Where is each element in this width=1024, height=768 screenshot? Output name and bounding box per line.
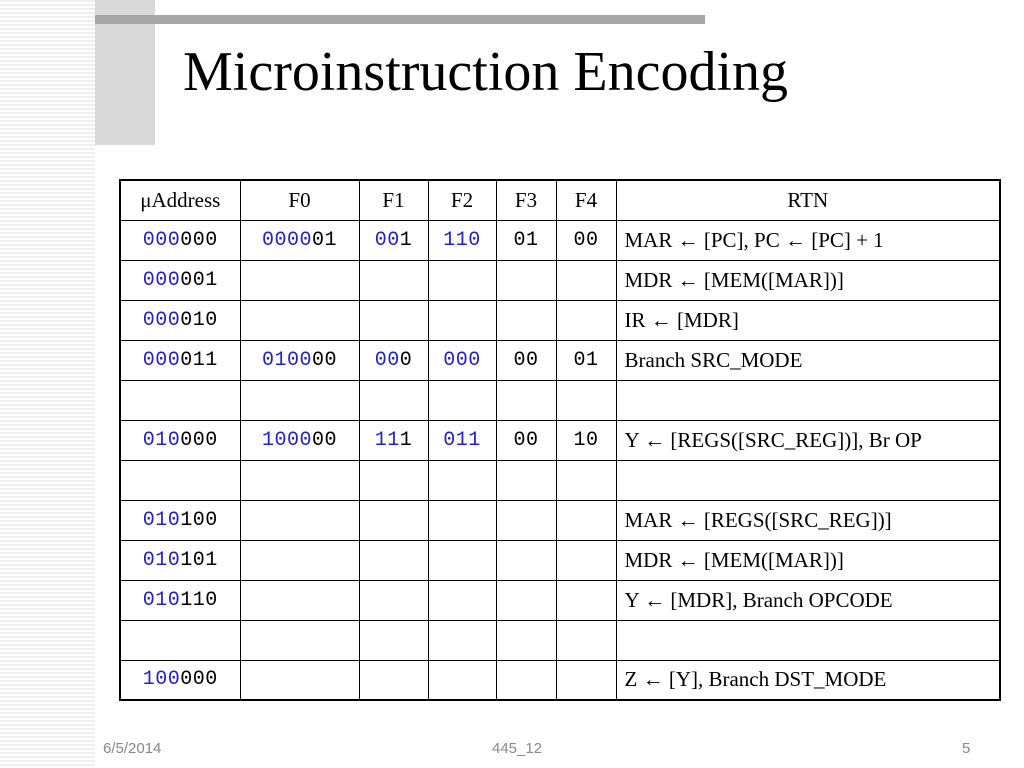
table-row xyxy=(120,660,1000,700)
header-f4: F4 xyxy=(556,180,616,220)
cell-uaddress xyxy=(120,540,240,580)
cell-rtn: IR ← [MDR] xyxy=(616,300,1000,340)
cell-f4 xyxy=(556,500,616,540)
highlighted-bits: 010 xyxy=(142,588,181,612)
cell-f4 xyxy=(556,300,616,340)
cell-f2 xyxy=(428,660,496,700)
table-row xyxy=(120,620,1000,660)
cell-f0 xyxy=(240,260,359,300)
table-row xyxy=(120,460,1000,500)
cell-f2 xyxy=(428,260,496,300)
highlighted-bits: 000 xyxy=(142,308,181,332)
highlighted-bits: 00 xyxy=(374,348,400,372)
cell-f0 xyxy=(240,380,359,420)
cell-f3 xyxy=(496,660,556,700)
cell-f1 xyxy=(359,620,428,660)
cell-uaddress xyxy=(120,420,240,460)
cell-f3 xyxy=(496,300,556,340)
cell-f4 xyxy=(556,540,616,580)
cell-f3 xyxy=(496,380,556,420)
cell-rtn: MDR ← [MEM([MAR])] xyxy=(616,540,1000,580)
cell-f1 xyxy=(359,540,428,580)
cell-uaddress xyxy=(120,300,240,340)
plain-bits: 01 xyxy=(513,228,539,252)
cell-f3 xyxy=(496,460,556,500)
cell-f4 xyxy=(556,340,616,380)
table-row xyxy=(120,340,1000,380)
cell-uaddress xyxy=(120,220,240,260)
table-row xyxy=(120,420,1000,460)
cell-f1 xyxy=(359,580,428,620)
plain-bits: 00 xyxy=(312,348,338,372)
highlighted-bits: 010 xyxy=(142,508,181,532)
cell-f4 xyxy=(556,660,616,700)
plain-bits: 00 xyxy=(312,428,338,452)
table-row xyxy=(120,580,1000,620)
decorative-rule xyxy=(95,15,705,24)
footer-code: 445_12 xyxy=(492,740,543,757)
cell-f0 xyxy=(240,580,359,620)
cell-f2 xyxy=(428,340,496,380)
cell-f3 xyxy=(496,260,556,300)
decorative-stripes xyxy=(0,0,95,768)
highlighted-bits: 000 xyxy=(142,228,181,252)
cell-f0 xyxy=(240,420,359,460)
cell-f1 xyxy=(359,260,428,300)
plain-bits: 110 xyxy=(180,588,218,612)
cell-f2 xyxy=(428,620,496,660)
cell-f3 xyxy=(496,580,556,620)
cell-f1 xyxy=(359,300,428,340)
cell-f0 xyxy=(240,340,359,380)
table-row xyxy=(120,300,1000,340)
plain-bits: 00 xyxy=(513,348,539,372)
cell-f2 xyxy=(428,420,496,460)
plain-bits: 01 xyxy=(312,228,338,252)
cell-rtn xyxy=(616,620,1000,660)
highlighted-bits: 100 xyxy=(142,668,181,692)
cell-uaddress xyxy=(120,620,240,660)
plain-bits: 000 xyxy=(180,428,218,452)
table-header-row xyxy=(120,180,1000,220)
cell-uaddress xyxy=(120,660,240,700)
header-f3: F3 xyxy=(496,180,556,220)
plain-bits: 1 xyxy=(399,428,413,452)
cell-f3 xyxy=(496,500,556,540)
plain-bits: 001 xyxy=(180,268,218,292)
table-row xyxy=(120,500,1000,540)
table-row xyxy=(120,380,1000,420)
header-f2: F2 xyxy=(428,180,496,220)
cell-f4 xyxy=(556,460,616,500)
cell-f0 xyxy=(240,300,359,340)
cell-f1 xyxy=(359,340,428,380)
highlighted-bits: 11 xyxy=(374,428,400,452)
cell-f0 xyxy=(240,460,359,500)
plain-bits: 1 xyxy=(399,228,413,252)
cell-uaddress xyxy=(120,460,240,500)
cell-rtn: MDR ← [MEM([MAR])] xyxy=(616,260,1000,300)
footer-date: 6/5/2014 xyxy=(103,740,162,757)
cell-f0 xyxy=(240,220,359,260)
header-rtn: RTN xyxy=(616,180,1000,220)
microinstruction-table xyxy=(119,179,1001,701)
plain-bits: 011 xyxy=(180,348,218,372)
header-f0: F0 xyxy=(240,180,359,220)
header-uaddress: μAddress xyxy=(120,180,240,220)
cell-f2 xyxy=(428,380,496,420)
plain-bits: 010 xyxy=(180,308,218,332)
cell-f4 xyxy=(556,580,616,620)
cell-f4 xyxy=(556,220,616,260)
highlighted-bits: 00 xyxy=(374,228,400,252)
highlighted-bits: 010 xyxy=(142,548,181,572)
table-row xyxy=(120,540,1000,580)
cell-f4 xyxy=(556,420,616,460)
highlighted-bits: 000 xyxy=(142,268,181,292)
cell-rtn xyxy=(616,460,1000,500)
cell-f3 xyxy=(496,540,556,580)
plain-bits: 0 xyxy=(399,348,413,372)
cell-f1 xyxy=(359,220,428,260)
slide-title: Microinstruction Encoding xyxy=(183,41,789,103)
plain-bits: 101 xyxy=(180,548,218,572)
cell-uaddress xyxy=(120,340,240,380)
highlighted-bits: 0000 xyxy=(261,228,312,252)
table-row xyxy=(120,220,1000,260)
cell-uaddress xyxy=(120,380,240,420)
cell-f4 xyxy=(556,620,616,660)
plain-bits: 000 xyxy=(180,228,218,252)
cell-f0 xyxy=(240,500,359,540)
cell-rtn xyxy=(616,380,1000,420)
cell-f4 xyxy=(556,260,616,300)
plain-bits: 01 xyxy=(573,348,599,372)
highlighted-bits: 110 xyxy=(443,228,481,252)
cell-f0 xyxy=(240,660,359,700)
cell-f3 xyxy=(496,340,556,380)
cell-rtn: Z ← [Y], Branch DST_MODE xyxy=(616,660,1000,700)
cell-f0 xyxy=(240,620,359,660)
cell-f1 xyxy=(359,500,428,540)
header-f1: F1 xyxy=(359,180,428,220)
cell-f1 xyxy=(359,660,428,700)
cell-f1 xyxy=(359,420,428,460)
cell-f2 xyxy=(428,500,496,540)
highlighted-bits: 011 xyxy=(443,428,481,452)
cell-f1 xyxy=(359,380,428,420)
cell-rtn: MAR ← [PC], PC ← [PC] + 1 xyxy=(616,220,1000,260)
cell-uaddress xyxy=(120,500,240,540)
cell-f2 xyxy=(428,220,496,260)
cell-f2 xyxy=(428,460,496,500)
highlighted-bits: 010 xyxy=(142,428,181,452)
cell-f2 xyxy=(428,580,496,620)
plain-bits: 000 xyxy=(180,668,218,692)
cell-f3 xyxy=(496,620,556,660)
highlighted-bits: 000 xyxy=(142,348,181,372)
highlighted-bits: 000 xyxy=(443,348,481,372)
cell-rtn: MAR ← [REGS([SRC_REG])] xyxy=(616,500,1000,540)
cell-uaddress xyxy=(120,260,240,300)
footer-page-number: 5 xyxy=(962,740,971,757)
plain-bits: 00 xyxy=(513,428,539,452)
plain-bits: 10 xyxy=(573,428,599,452)
cell-f1 xyxy=(359,460,428,500)
highlighted-bits: 0100 xyxy=(261,348,312,372)
plain-bits: 00 xyxy=(573,228,599,252)
plain-bits: 100 xyxy=(180,508,218,532)
cell-f3 xyxy=(496,220,556,260)
cell-rtn: Y ← [MDR], Branch OPCODE xyxy=(616,580,1000,620)
cell-f2 xyxy=(428,540,496,580)
highlighted-bits: 1000 xyxy=(261,428,312,452)
cell-f4 xyxy=(556,380,616,420)
table-row xyxy=(120,260,1000,300)
cell-f3 xyxy=(496,420,556,460)
cell-f2 xyxy=(428,300,496,340)
cell-uaddress xyxy=(120,580,240,620)
cell-rtn: Y ← [REGS([SRC_REG])], Br OP xyxy=(616,420,1000,460)
cell-rtn: Branch SRC_MODE xyxy=(616,340,1000,380)
cell-f0 xyxy=(240,540,359,580)
